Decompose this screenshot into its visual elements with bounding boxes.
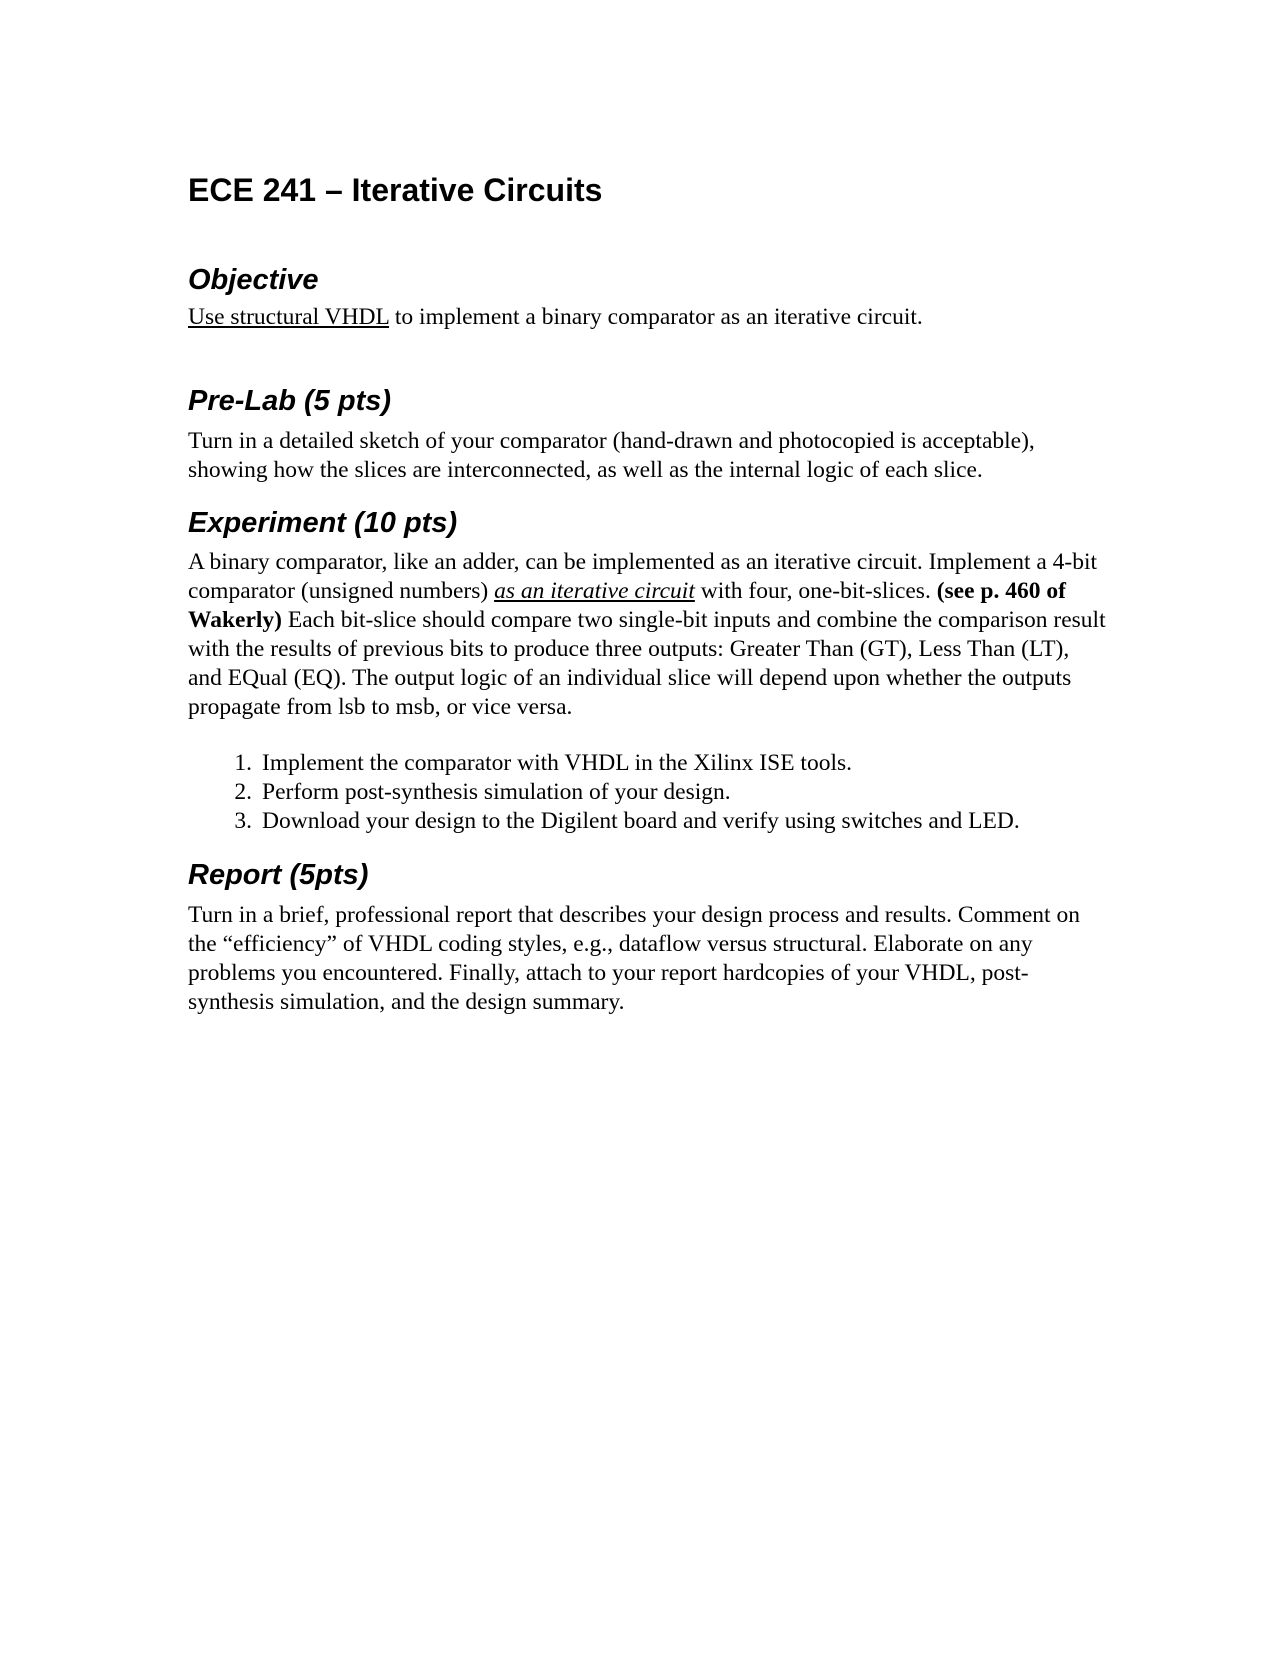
structural-vhdl-underlined: Use structural VHDL [188, 303, 390, 330]
step-text: Perform post-synthesis simulation of your design. [262, 779, 731, 806]
experiment-text [188, 548, 1108, 722]
experiment-text-part-2: with four, one-bit-slices. [694, 578, 937, 605]
experiment-steps-list [188, 749, 1108, 836]
report-heading: Report (5pts) [188, 859, 369, 892]
experiment-heading: Experiment (10 pts) [188, 506, 458, 539]
report-text: Turn in a brief, professional report that describes your design process and results. Comment on the “efficiency” of VHDL coding styles, e.g., dataflow versus structural. Elaborate on any problems you encountered. Finally, attach to your report hardcopies of your VHDL, post-synthesis simulation, and the design summary. [188, 902, 1080, 1016]
step-number: 3. [234, 808, 252, 835]
experiment-text-part-3: Each bit-slice should compare two single-bit inputs and combine the comparison result with the results of previous bits to produce three outputs: Greater Than (GT), Less Than (LT), and EQual (EQ). The output logic of an individual slice will depend upon whether the outputs propagate from lsb to msb, or vice versa. [188, 607, 1106, 721]
step-number: 1. [234, 750, 252, 777]
list-item [188, 749, 1108, 778]
step-text: Implement the comparator with VHDL in the Xilinx ISE tools. [262, 750, 853, 777]
step-number: 2. [234, 779, 252, 806]
wakerly-reference: (see p. 460 of Wakerly) [188, 578, 1066, 634]
page-title: ECE 241 – Iterative Circuits [188, 172, 603, 208]
document-page [188, 172, 1108, 1017]
list-item [188, 778, 1108, 807]
list-item [188, 807, 1108, 836]
objective-heading: Objective [188, 263, 319, 296]
step-text: Download your design to the Digilent board and verify using switches and LED. [262, 808, 1020, 835]
prelab-heading: Pre-Lab (5 pts) [188, 384, 392, 417]
objective-text [188, 303, 1108, 332]
experiment-text-part-1: A binary comparator, like an adder, can be implemented as an iterative circuit. Implement a 4-bit comparator (unsigned numbers) [188, 549, 1098, 605]
iterative-circuit-emphasis: as an iterative circuit [494, 578, 695, 605]
prelab-text: Turn in a detailed sketch of your comparator (hand-drawn and photocopied is acceptable), showing how the slices are interconnected, as well as the internal logic of each slice. [188, 427, 1035, 483]
objective-text-rest: to implement a binary comparator as an iterative circuit. [389, 303, 923, 330]
